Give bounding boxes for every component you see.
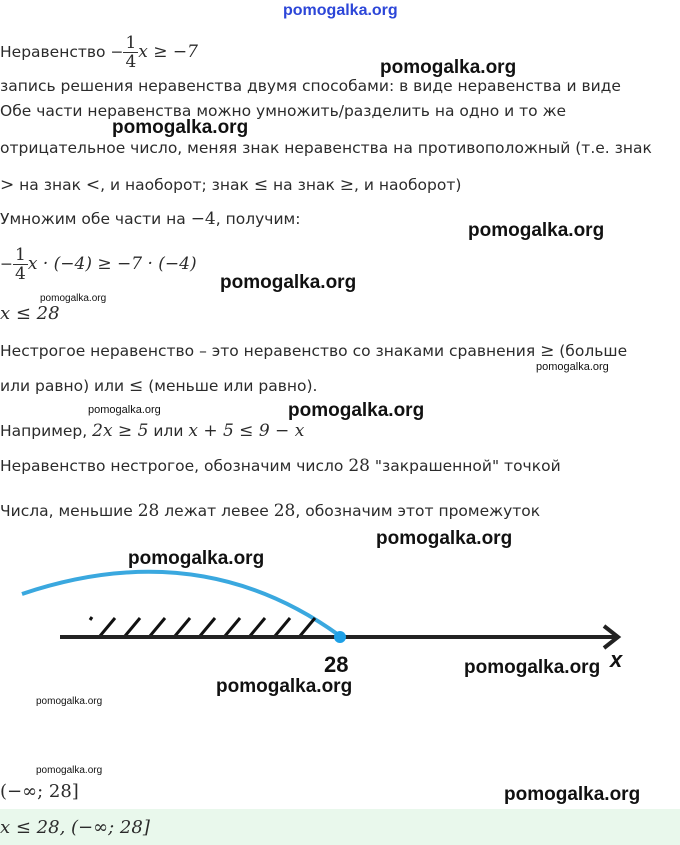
watermark: pomogalka.org xyxy=(112,117,249,138)
text-line: запись решения неравенства двумя способами: в виде неравенства и виде xyxy=(0,77,621,95)
gt-sign: > xyxy=(0,175,15,195)
watermark-small: pomogalka.org xyxy=(36,765,103,776)
watermark: pomogalka.org xyxy=(128,548,265,569)
text-span: (меньше или равно). xyxy=(143,377,318,395)
multiplied-inequality xyxy=(0,246,197,283)
le-sign: ≤ xyxy=(129,376,144,396)
result-inequality: x ≤ 28 xyxy=(0,303,60,324)
text-span: Умножим обе части на xyxy=(0,210,191,228)
text-span: (больше xyxy=(554,342,628,360)
ge-sign: ≥ xyxy=(339,175,354,195)
watermark-small: pomogalka.org xyxy=(36,696,103,707)
point-label: 28 xyxy=(324,652,349,677)
fraction-denominator: 4 xyxy=(125,52,137,72)
number: 28 xyxy=(137,501,160,521)
text-span: , получим: xyxy=(215,210,301,228)
inequality-expression: x ≥ −7 xyxy=(138,42,198,62)
text-span: лежат левее xyxy=(159,502,274,520)
interval-notation: (−∞; 28] xyxy=(0,781,79,802)
text-span: на знак xyxy=(14,176,86,194)
text-span: Неравенство нестрогое, обозначим число xyxy=(0,457,349,475)
text-span: , и наоборот; знак xyxy=(100,176,254,194)
text-span: , и наоборот) xyxy=(354,176,462,194)
sign-rule-line xyxy=(0,175,461,195)
watermark: pomogalka.org xyxy=(376,528,513,549)
closed-point-line xyxy=(0,456,561,476)
fraction xyxy=(13,246,28,283)
answer-box xyxy=(0,809,680,845)
lt-sign: < xyxy=(85,175,101,195)
axis-label: x xyxy=(610,647,623,672)
closed-point xyxy=(334,631,346,643)
number: 28 xyxy=(273,501,296,521)
multiply-line xyxy=(0,209,300,229)
watermark: pomogalka.org xyxy=(380,57,517,78)
watermark: pomogalka.org xyxy=(220,272,357,293)
definition-line xyxy=(0,341,627,361)
fraction xyxy=(123,34,138,71)
fraction-numerator: 1 xyxy=(125,33,137,53)
interval-arc xyxy=(22,572,340,636)
watermark: pomogalka.org xyxy=(216,676,353,697)
number: 28 xyxy=(348,456,370,476)
ge-sign: ≥ xyxy=(540,341,555,361)
example-line xyxy=(0,421,304,441)
text-span: на знак xyxy=(268,176,340,194)
example-expression: x + 5 ≤ 9 − x xyxy=(188,421,305,441)
text-span: , обозначим этот промежуток xyxy=(295,502,541,520)
interval-description xyxy=(0,501,540,521)
multiplier: −4 xyxy=(190,209,216,229)
watermark-small: pomogalka.org xyxy=(88,404,161,416)
watermark: pomogalka.org xyxy=(468,220,605,241)
text-span: или равно) или xyxy=(0,377,130,395)
watermark-small: pomogalka.org xyxy=(40,293,107,304)
answer-text: x ≤ 28, (−∞; 28] xyxy=(0,817,150,838)
minus-sign: − xyxy=(110,43,124,61)
watermark: pomogalka.org xyxy=(504,784,641,805)
le-sign: ≤ xyxy=(253,175,269,195)
inequality-line xyxy=(0,34,198,71)
text-line: отрицательное число, меняя знак неравенства на противоположный (т.е. знак xyxy=(0,139,652,157)
example-expression: 2x ≥ 5 xyxy=(92,421,149,441)
text-span: Числа, меньшие xyxy=(0,502,138,520)
definition-line xyxy=(0,376,317,396)
inequality-expression: x · (−4) ≥ −7 · (−4) xyxy=(27,254,197,274)
watermark: pomogalka.org xyxy=(464,657,601,678)
hatching xyxy=(90,617,315,636)
watermark-small: pomogalka.org xyxy=(536,361,609,373)
text-span: "закрашенной" точкой xyxy=(369,457,561,475)
minus-sign: − xyxy=(0,255,13,273)
inequality-label: Неравенство xyxy=(0,43,111,61)
text-span: Нестрогое неравенство – это неравенство со знаками сравнения xyxy=(0,342,541,360)
site-watermark-top[interactable]: pomogalka.org xyxy=(283,2,398,19)
text-span: или xyxy=(148,422,189,440)
text-span: Например, xyxy=(0,422,93,440)
fraction-denominator: 4 xyxy=(15,264,26,284)
text-line: Обе части неравенства можно умножить/разделить на одно и то же xyxy=(0,102,567,120)
watermark: pomogalka.org xyxy=(288,400,425,421)
fraction-numerator: 1 xyxy=(15,245,26,265)
